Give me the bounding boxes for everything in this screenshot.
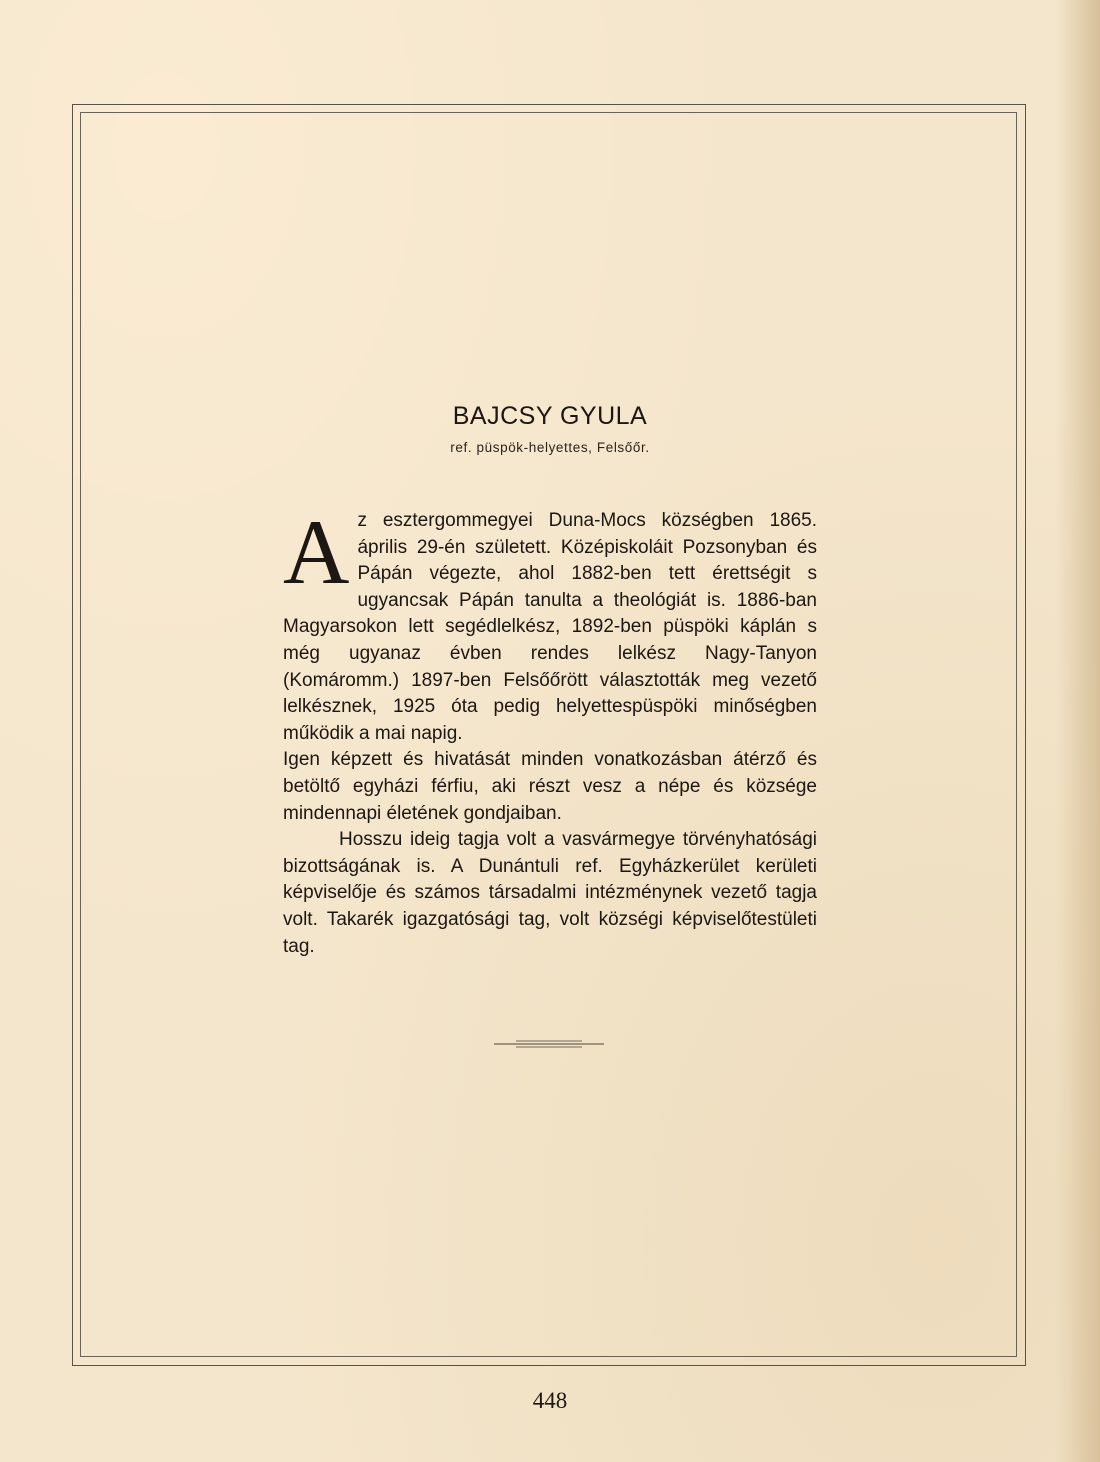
paragraph-2: Igen képzett és hivatását minden vonatkozásban átérző és betöltő egyházi férfiu, aki részt vesz a népe és községe mindennapi életének gondjaiban. (283, 749, 817, 824)
paragraph-1-text: z esztergommegyei Duna-Mocs községben 1865. április 29-én született. Középiskoláit Pozsonyban és Pápán végezte, ahol 1882-ben tett érettségit s ugyancsak Pápán tanulta a theológiát is. 1886-ban Magyarsokon lett segédlelkész, 1892-ben püspöki káplán s még ugyanaz évben rendes lelkész Nagy-Tanyon (Komáromm.) 1897-ben Felsőőrött választották meg vezető lelkésznek, 1925 óta pedig helyettespüspöki minőségben működik a mai napig. (283, 510, 817, 744)
page-number: 448 (532, 1388, 568, 1413)
ornament-divider (494, 1038, 604, 1050)
drop-cap: A (283, 501, 350, 603)
paragraph-1 (283, 501, 817, 747)
biography-subtitle: ref. püspök-helyettes, Felsőőr. (450, 440, 650, 455)
paragraph-3: Hosszu ideig tagja volt a vasvármegye törvényhatósági bizottságának is. A Dunántuli ref. Egyházkerület kerületi képviselője és számos társadalmi intézménynek vezető tagja volt. Takarék igazgatósági tag, volt községi képviselőtestületi tag. (283, 829, 817, 957)
biography-body (283, 501, 817, 960)
biography-title: BAJCSY GYULA (452, 402, 648, 430)
